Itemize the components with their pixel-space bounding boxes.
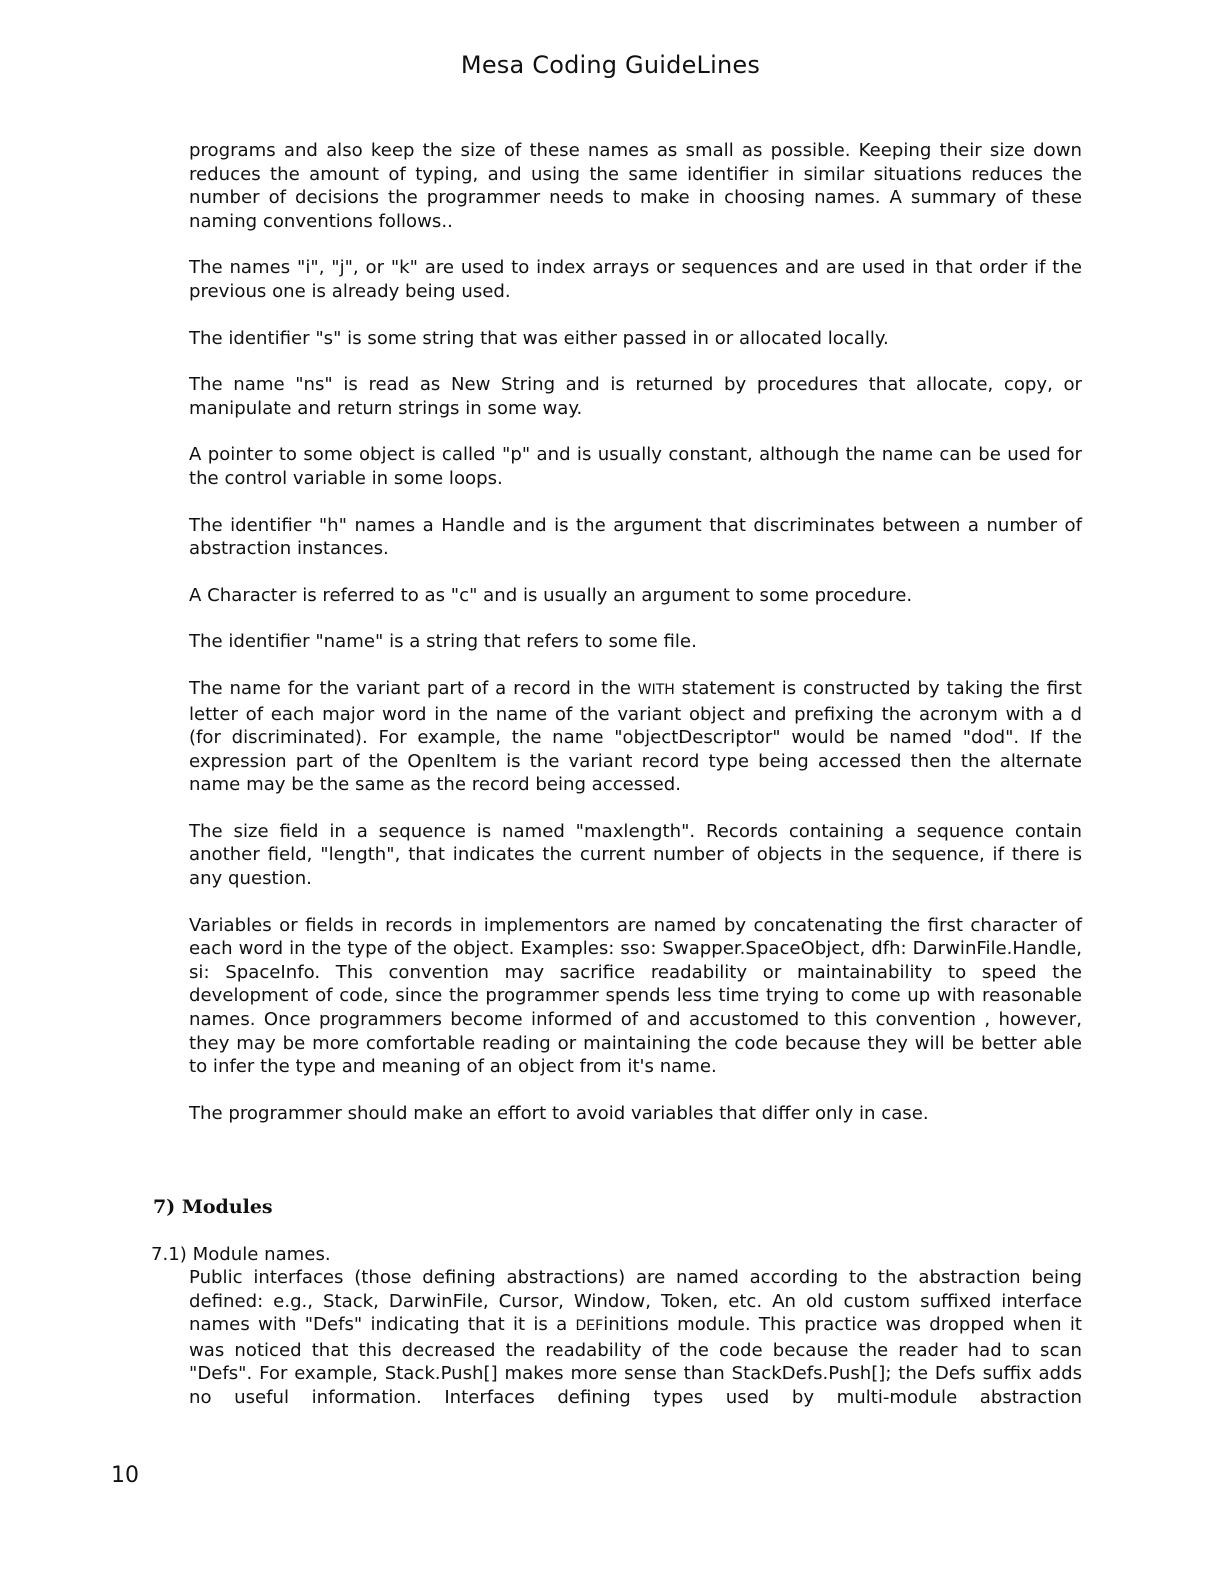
body-text (189, 139, 1082, 1148)
subsection-body (189, 1266, 1082, 1410)
convention-implementors: Variables or fields in records in implementors are named by concatenating the first character of each word in the type of the object. Examples: sso: Swapper.SpaceObject, dfh: DarwinFile.Handle, si: SpaceInfo. This convention may sacrifice readability or maintainability to speed the development of code, since the programmer spends less time trying to come up with reasonable names. Once programmers become informed of and accustomed to this convention , however, they may be more comfortable reading or maintaining the code because they will be better able to infer the type and meaning of an object from it's name. (189, 914, 1082, 1078)
convention-variant (189, 677, 1082, 797)
with-keyword: WITH (637, 681, 675, 698)
subsection-label: 7.1) Module names. (151, 1244, 331, 1265)
intro-paragraph: programs and also keep the size of these names as small as possible. Keeping their size down reduces the amount of typing, and using the same identifier in similar situations reduces the number of decisions the programmer needs to make in choosing names. A summary of these naming conventions follows.. (189, 140, 1082, 232)
convention-c: A Character is referred to as "c" and is usually an argument to some procedure. (189, 584, 913, 606)
variant-text-after: statement is constructed by taking the first letter of each major word in the name of the variant object and prefixing the acronym with a d (for discriminated). For example, the name "objectDescriptor" would be named "dod". If the expression part of the OpenItem is the variant record type being accessed then the alternate name may be the same as the record being accessed. (189, 677, 1083, 796)
subsection-text-after: initions module. This practice was dropped when it was noticed that this decreased the readability of the code because the reader had to scan "Defs". For example, Stack.Push[] makes more sense than StackDefs.Push[]; the Defs suffix adds no useful information. Interfaces defining types used by multi-module abstraction (189, 1314, 1083, 1408)
convention-ijk: The names "i", "j", or "k" are used to index arrays or sequences and are used in that order if the previous one is already being used. (189, 257, 1082, 302)
convention-p: A pointer to some object is called "p" and is usually constant, although the name can be used for the control variable in some loops. (189, 444, 1082, 489)
convention-ns: The name "ns" is read as New String and is returned by procedures that allocate, copy, or manipulate and return strings in some way. (189, 374, 1082, 419)
subsection-text-before: Public interfaces (those defining abstractions) are named according to the abstraction being defined: e.g., Stack, DarwinFile, Cursor, Window, Token, etc. An old custom suffixed interface names with "Defs" indicating that it is a (189, 1267, 1082, 1336)
convention-h: The identifier "h" names a Handle and is the argument that discriminates between a number of abstraction instances. (189, 514, 1082, 560)
section-heading: 7) Modules (153, 1196, 273, 1218)
convention-case: The programmer should make an effort to avoid variables that differ only in case. (189, 1102, 929, 1124)
page-header: Mesa Coding GuideLines (460, 51, 761, 79)
variant-text-before: The name for the variant part of a record in the (189, 677, 638, 699)
def-keyword: DEF (575, 1318, 604, 1335)
convention-s: The identifier "s" is some string that was either passed in or allocated locally. (189, 327, 889, 349)
convention-name: The identifier "name" is a string that refers to some file. (189, 631, 697, 653)
page-number: 10 (111, 1463, 139, 1488)
convention-maxlength: The size field in a sequence is named "maxlength". Records containing a sequence contain another field, "length", that indicates the current number of objects in the sequence, if there is any question. (189, 820, 1082, 890)
